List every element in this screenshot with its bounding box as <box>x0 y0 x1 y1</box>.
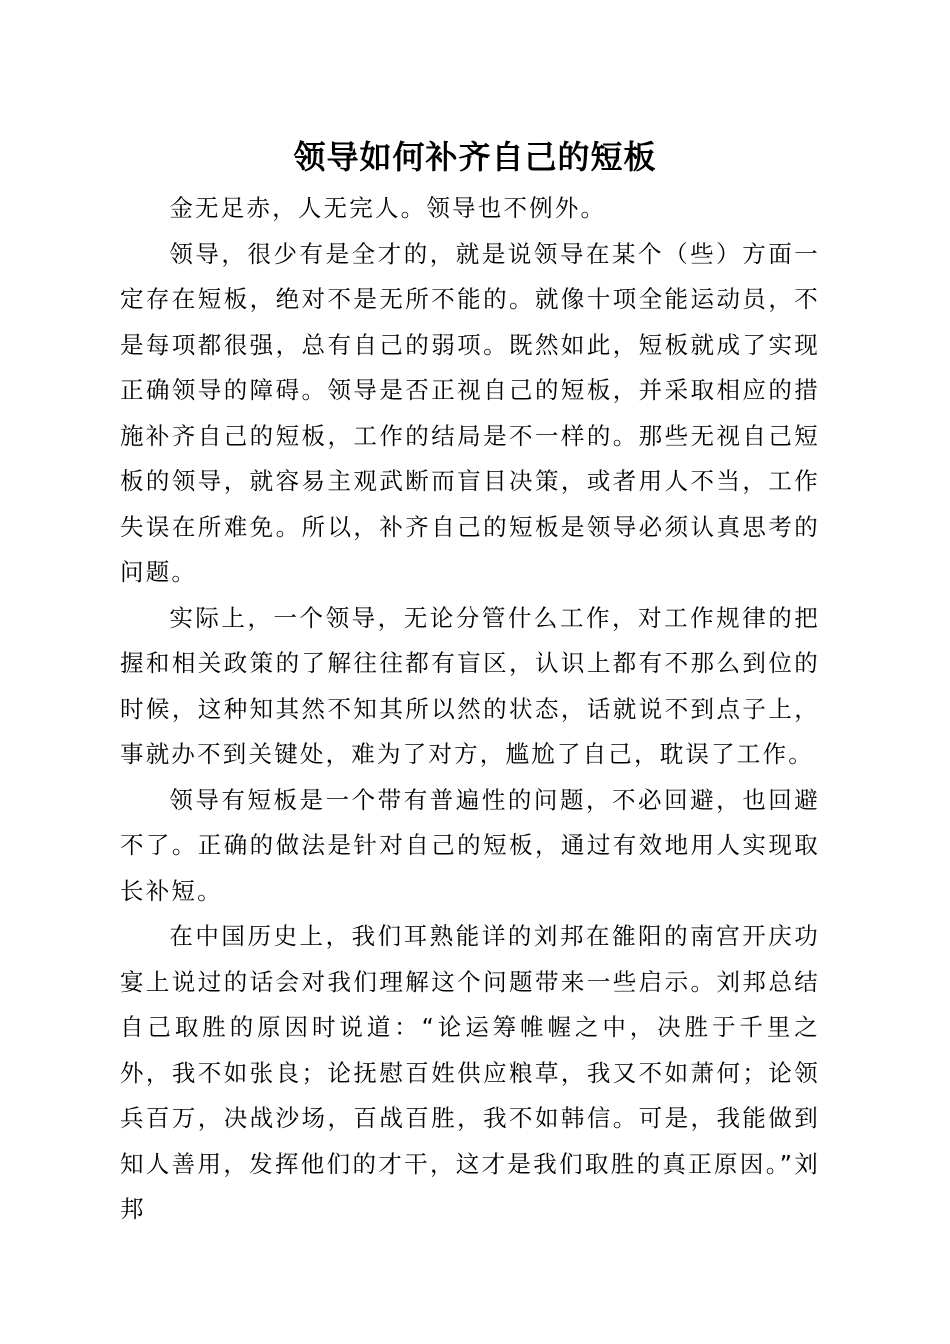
paragraph-3: 实际上，一个领导，无论分管什么工作，对工作规律的把握和相关政策的了解往往都有盲区，认识上都有不那么到位的时候，这种知其然不知其所以然的状态，话就说不到点子上，事就办不到关键处，难为了对方，尴尬了自己，耽误了工作。 <box>120 603 820 768</box>
document-body <box>120 186 820 1233</box>
paragraph-4: 领导有短板是一个带有普遍性的问题，不必回避，也回避不了。正确的做法是针对自己的短板，通过有效地用人实现取长补短。 <box>120 785 820 905</box>
paragraph-1: 金无足赤，人无完人。领导也不例外。 <box>169 194 607 222</box>
paragraph-5: 在中国历史上，我们耳熟能详的刘邦在雒阳的南宫开庆功宴上说过的话会对我们理解这个问题带来一些启示。刘邦总结自己取胜的原因时说道：“论运筹帷幄之中，决胜于千里之外，我不如张良；论抚慰百姓供应粮草，我又不如萧何；论领兵百万，决战沙场，百战百胜，我不如韩信。可是，我能做到知人善用，发挥他们的才干，这才是我们取胜的真正原因。”刘邦 <box>120 922 820 1223</box>
document-title: 领导如何补齐自己的短板 <box>293 138 657 176</box>
paragraph-2: 领导，很少有是全才的，就是说领导在某个（些）方面一定存在短板，绝对不是无所不能的。就像十项全能运动员，不是每项都很强，总有自己的弱项。既然如此，短板就成了实现正确领导的障碍。领导是否正视自己的短板，并采取相应的措施补齐自己的短板，工作的结局是不一样的。那些无视自己短板的领导，就容易主观武断而盲目决策，或者用人不当，工作失误在所难免。所以，补齐自己的短板是领导必须认真思考的问题。 <box>120 239 820 586</box>
